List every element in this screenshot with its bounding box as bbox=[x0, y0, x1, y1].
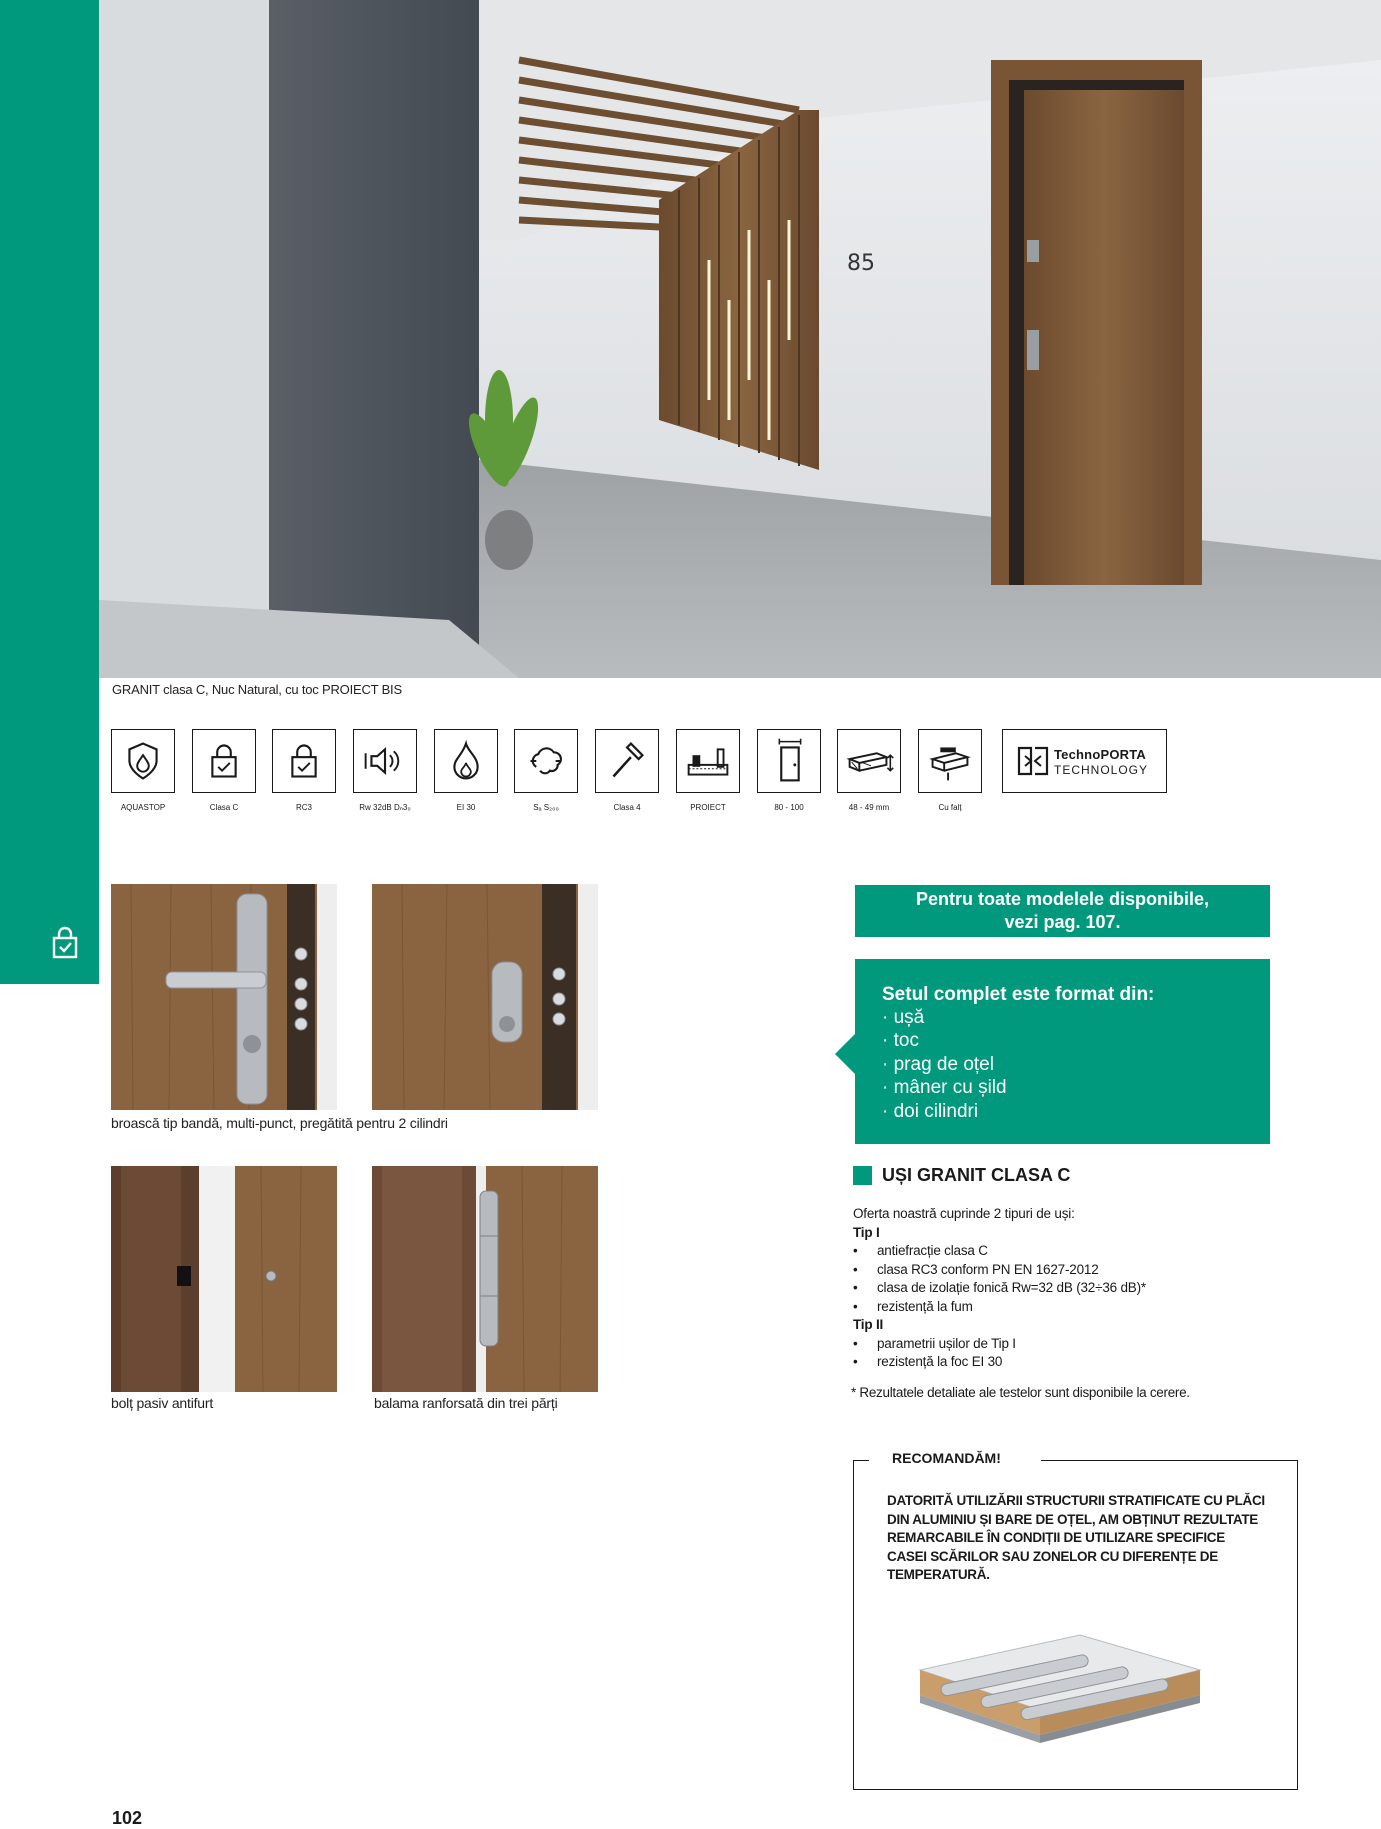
layered-structure-illustration bbox=[880, 1625, 1210, 1775]
frame-profile-icon bbox=[676, 729, 740, 793]
tip-1-item: • rezistență la fum bbox=[853, 1298, 1273, 1317]
feature-label-smoke: Sₐ S₂₀₀ bbox=[533, 803, 559, 812]
smoke-icon bbox=[514, 729, 578, 793]
feature-label-sound: Rw 32dB Dₙ3₀ bbox=[359, 803, 411, 812]
lock-photo-2 bbox=[372, 884, 598, 1110]
feature-label-width: 80 - 100 bbox=[774, 803, 804, 812]
set-title: Setul complet este format din: bbox=[882, 984, 1155, 1005]
tip-2-item: • rezistență la foc EI 30 bbox=[853, 1353, 1273, 1372]
sound-insulation-icon bbox=[353, 729, 417, 793]
reference-line-1: Pentru toate modelele disponibile, bbox=[915, 889, 1210, 909]
lock-rc3-icon bbox=[272, 729, 336, 793]
section-marker bbox=[853, 1166, 872, 1185]
feature-label-hammer: Clasa 4 bbox=[613, 803, 641, 812]
feature-label-rebate: Cu falț bbox=[938, 803, 962, 812]
lock-class-c-icon bbox=[192, 729, 256, 793]
set-item: · ușă bbox=[882, 1006, 1007, 1029]
feature-label-rc3: RC3 bbox=[295, 803, 312, 812]
side-band bbox=[0, 0, 99, 984]
tip-1-item: • clasa de izolație fonică Rw=32 dB (32÷36 dB)* bbox=[853, 1279, 1273, 1298]
bolt-photo bbox=[111, 1166, 337, 1392]
hero-caption: GRANIT clasa C, Nuc Natural, cu toc PROIECT BIS bbox=[112, 682, 402, 697]
door-width-icon bbox=[757, 729, 821, 793]
feature-label-clasa-c: Clasa C bbox=[209, 803, 239, 812]
set-item: · doi cilindri bbox=[882, 1100, 1007, 1123]
set-item: · mâner cu șild bbox=[882, 1076, 1007, 1099]
feature-label-proiect: PROIECT bbox=[690, 803, 726, 812]
feature-label-thickness: 48 - 49 mm bbox=[848, 803, 890, 812]
recommend-title: RECOMANDĂM! bbox=[892, 1450, 1001, 1466]
tip-1-item: • antiefracție clasa C bbox=[853, 1242, 1273, 1261]
offer-intro: Oferta noastră cuprinde 2 tipuri de uși: bbox=[853, 1206, 1075, 1221]
lock-photo-1 bbox=[111, 884, 337, 1110]
recommend-text: DATORITĂ UTILIZĂRII STRUCTURII STRATIFICATE CU PLĂCI DIN ALUMINIU ȘI BARE DE OȚEL, AM OBȚINUT REZULTATE REMARCABILE ÎN CONDIȚII DE UTILIZARE SPECIFICE CASEI SCĂRILOR SAU ZONELOR CU DIFERENȚE DE TEMPERATURĂ. bbox=[887, 1493, 1265, 1583]
page-number: 102 bbox=[112, 1808, 143, 1828]
secure-lock-icon bbox=[50, 926, 80, 960]
set-list bbox=[882, 1006, 1007, 1123]
rebate-icon bbox=[918, 729, 982, 793]
bolt-caption: bolț pasiv antifurt bbox=[111, 1395, 214, 1411]
tip-2-item: • parametrii ușilor de Tip I bbox=[853, 1335, 1273, 1354]
hammer-icon bbox=[595, 729, 659, 793]
technoporta-logo-icon bbox=[1013, 742, 1053, 780]
hinge-caption: balama ranforsată din trei părți bbox=[374, 1395, 558, 1411]
tip-1-heading: Tip I bbox=[853, 1224, 880, 1240]
aquastop-icon bbox=[111, 729, 175, 793]
reference-line-2: vezi pag. 107. bbox=[1004, 912, 1121, 932]
reference-box bbox=[855, 885, 1270, 937]
lock-caption: broască tip bandă, multi-punct, pregătită pentru 2 cilindri bbox=[111, 1115, 448, 1131]
fire-icon bbox=[434, 729, 498, 793]
set-box-pointer bbox=[835, 1034, 855, 1074]
section-title: UȘI GRANIT CLASA C bbox=[882, 1165, 1071, 1185]
hero-photo bbox=[99, 0, 1381, 678]
offer-text bbox=[853, 1205, 1273, 1372]
set-item: · prag de oțel bbox=[882, 1053, 1007, 1076]
set-item: · toc bbox=[882, 1029, 1007, 1052]
feature-label-aquastop: AQUASTOP bbox=[120, 803, 166, 812]
door-number: 85 bbox=[847, 251, 875, 276]
feature-label-fire: EI 30 bbox=[456, 803, 476, 812]
tip-2-heading: Tip II bbox=[853, 1317, 884, 1332]
door-thickness-icon bbox=[837, 729, 901, 793]
technoporta-subtitle: TECHNOLOGY bbox=[1054, 763, 1149, 777]
footnote: * Rezultatele detaliate ale testelor sunt disponibile la cerere. bbox=[851, 1385, 1190, 1400]
tip-1-item: • clasa RC3 conform PN EN 1627-2012 bbox=[853, 1261, 1273, 1280]
technoporta-title: TechnoPORTA bbox=[1054, 747, 1146, 762]
hinge-photo bbox=[372, 1166, 598, 1392]
